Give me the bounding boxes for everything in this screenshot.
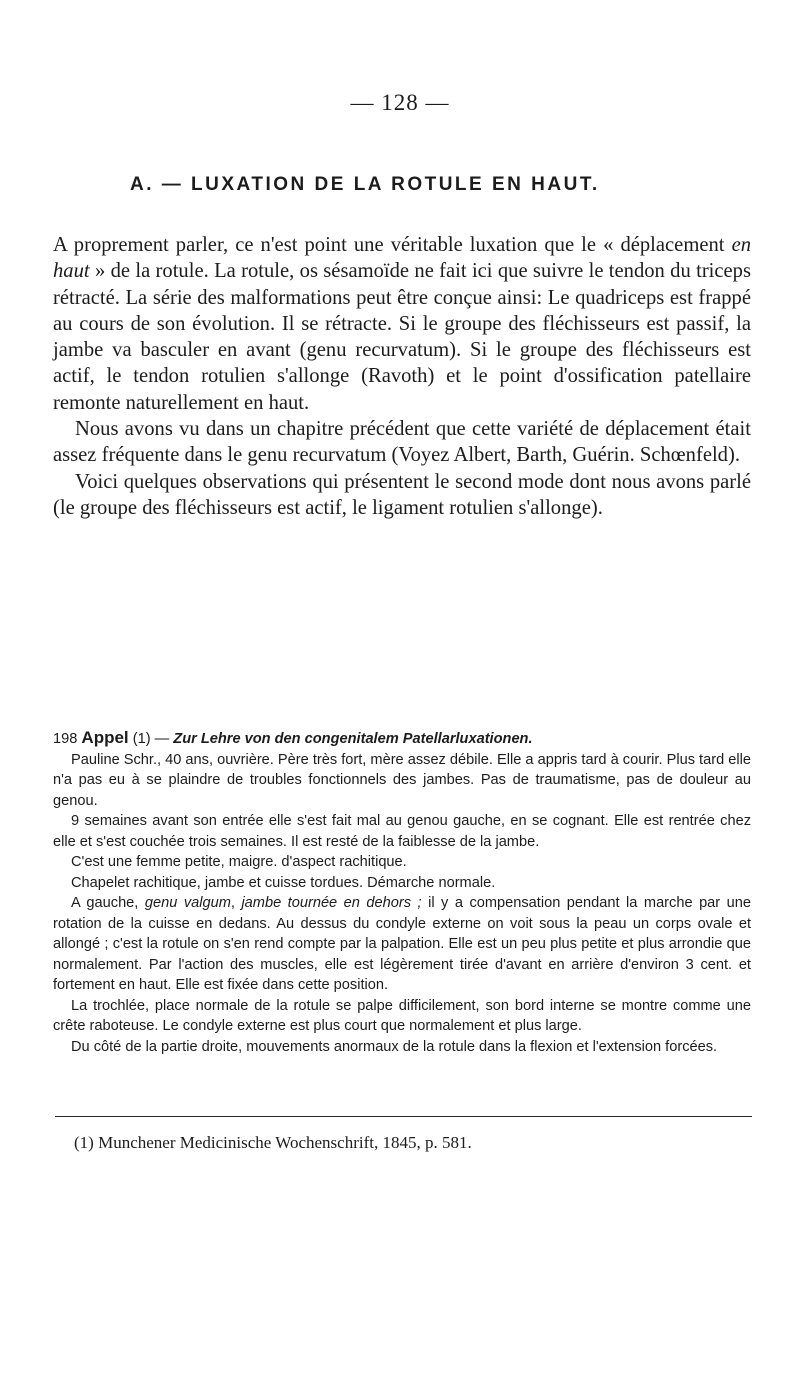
case-p5-end: il y a compensation pendant la marche par une rotation de la cuisse en dedans. Au dessus du condyle externe on voit sous la peau un corps ovale et allongé ; c'est la rotule on s'en rend compte par la palpation. Elle est un peu plus petite et plus arrondie que normalement. Par l'action des muscles, elle est légèrement tirée d'avant en arrière d'environ 3 cent. et fortement en haut. Elle est fixée dans cette position. bbox=[53, 895, 752, 993]
case-paragraph-2: 9 semaines avant son entrée elle s'est fait mal au genou gauche, en se cognant. Elle est rentrée chez elle et s'est couchée trois semaines. Il est resté de la faiblesse de la jambe. bbox=[53, 813, 751, 850]
intro-paragraph-1 bbox=[53, 232, 751, 416]
intro-text bbox=[53, 232, 751, 521]
case-paragraph-1: Pauline Schr., 40 ans, ouvrière. Père très fort, mère assez débile. Elle a appris tard à courir. Plus tard elle n'a pas eu à se plaindre de troubles fonctionnels des jambes. Pas de traumatisme, pas de douleur au genou. bbox=[53, 751, 751, 809]
section-title: A. — LUXATION DE LA ROTULE EN HAUT. bbox=[130, 174, 600, 195]
case-author: Appel bbox=[81, 728, 129, 747]
case-paragraph-5 bbox=[53, 893, 751, 996]
case-heading bbox=[53, 728, 751, 750]
footnote-ref: (1) bbox=[132, 731, 151, 747]
case-paragraph-6: La trochlée, place normale de la rotule se palpe difficilement, son bord interne se montre comme une crête raboteuse. Le condyle externe est plus court que normalement et plus large. bbox=[53, 997, 751, 1034]
intro-paragraph-3: Voici quelques observations qui présentent le second mode dont nous avons parlé (le groupe des fléchisseurs est actif, le ligament rotulien s'allonge). bbox=[53, 470, 751, 519]
footnote: (1) Munchener Medicinische Wochenschrift, 1845, p. 581. bbox=[74, 1133, 472, 1152]
case-p5-emphasis-1: genu valgum bbox=[144, 895, 231, 911]
case-p5-start: A gauche, bbox=[71, 895, 145, 911]
page-number: — 128 — bbox=[350, 90, 450, 115]
case-paragraph-3: C'est une femme petite, maigre. d'aspect rachitique. bbox=[71, 854, 407, 870]
footnote-divider bbox=[55, 1116, 752, 1117]
case-paragraph-4: Chapelet rachitique, jambe et cuisse tordues. Démarche normale. bbox=[71, 874, 496, 891]
intro-p1-end: » de la rotule. La rotule, os sésamoïde ne fait ici que suivre le tendon du triceps rétracté. La série des malformations peut être conçue ainsi: Le quadriceps est frappé au cours de son évolution. Il se rétracte. Si le groupe des fléchisseurs est passif, la jambe va basculer en avant (genu recurvatum). Si le groupe des fléchisseurs est actif, le tendon rotulien s'allonge (Ravoth) et le point d'ossification patellaire remonte naturellement en haut. bbox=[53, 260, 751, 414]
intro-paragraph-2: Nous avons vu dans un chapitre précédent que cette variété de déplacement était assez fréquente dans le genu recurvatum (Voyez Albert, Barth, Guérin. Schœnfeld). bbox=[53, 418, 751, 467]
case-dash: — bbox=[154, 731, 170, 747]
intro-p1-start: A proprement parler, ce n'est point une véritable luxation que le « déplacement bbox=[53, 234, 732, 256]
case-p5-sep: , bbox=[230, 895, 242, 911]
case-p5-emphasis-2: jambe tournée en dehors ; bbox=[241, 895, 422, 911]
case-title: Zur Lehre von den congenitalem Patellarluxationen. bbox=[173, 731, 533, 747]
case-observation bbox=[53, 728, 751, 1057]
intro-p1-emphasis: en haut bbox=[53, 234, 751, 283]
case-number: 198 bbox=[53, 731, 78, 747]
case-paragraph-7: Du côté de la partie droite, mouvements anormaux de la rotule dans la flexion et l'extension forcées. bbox=[71, 1038, 718, 1055]
